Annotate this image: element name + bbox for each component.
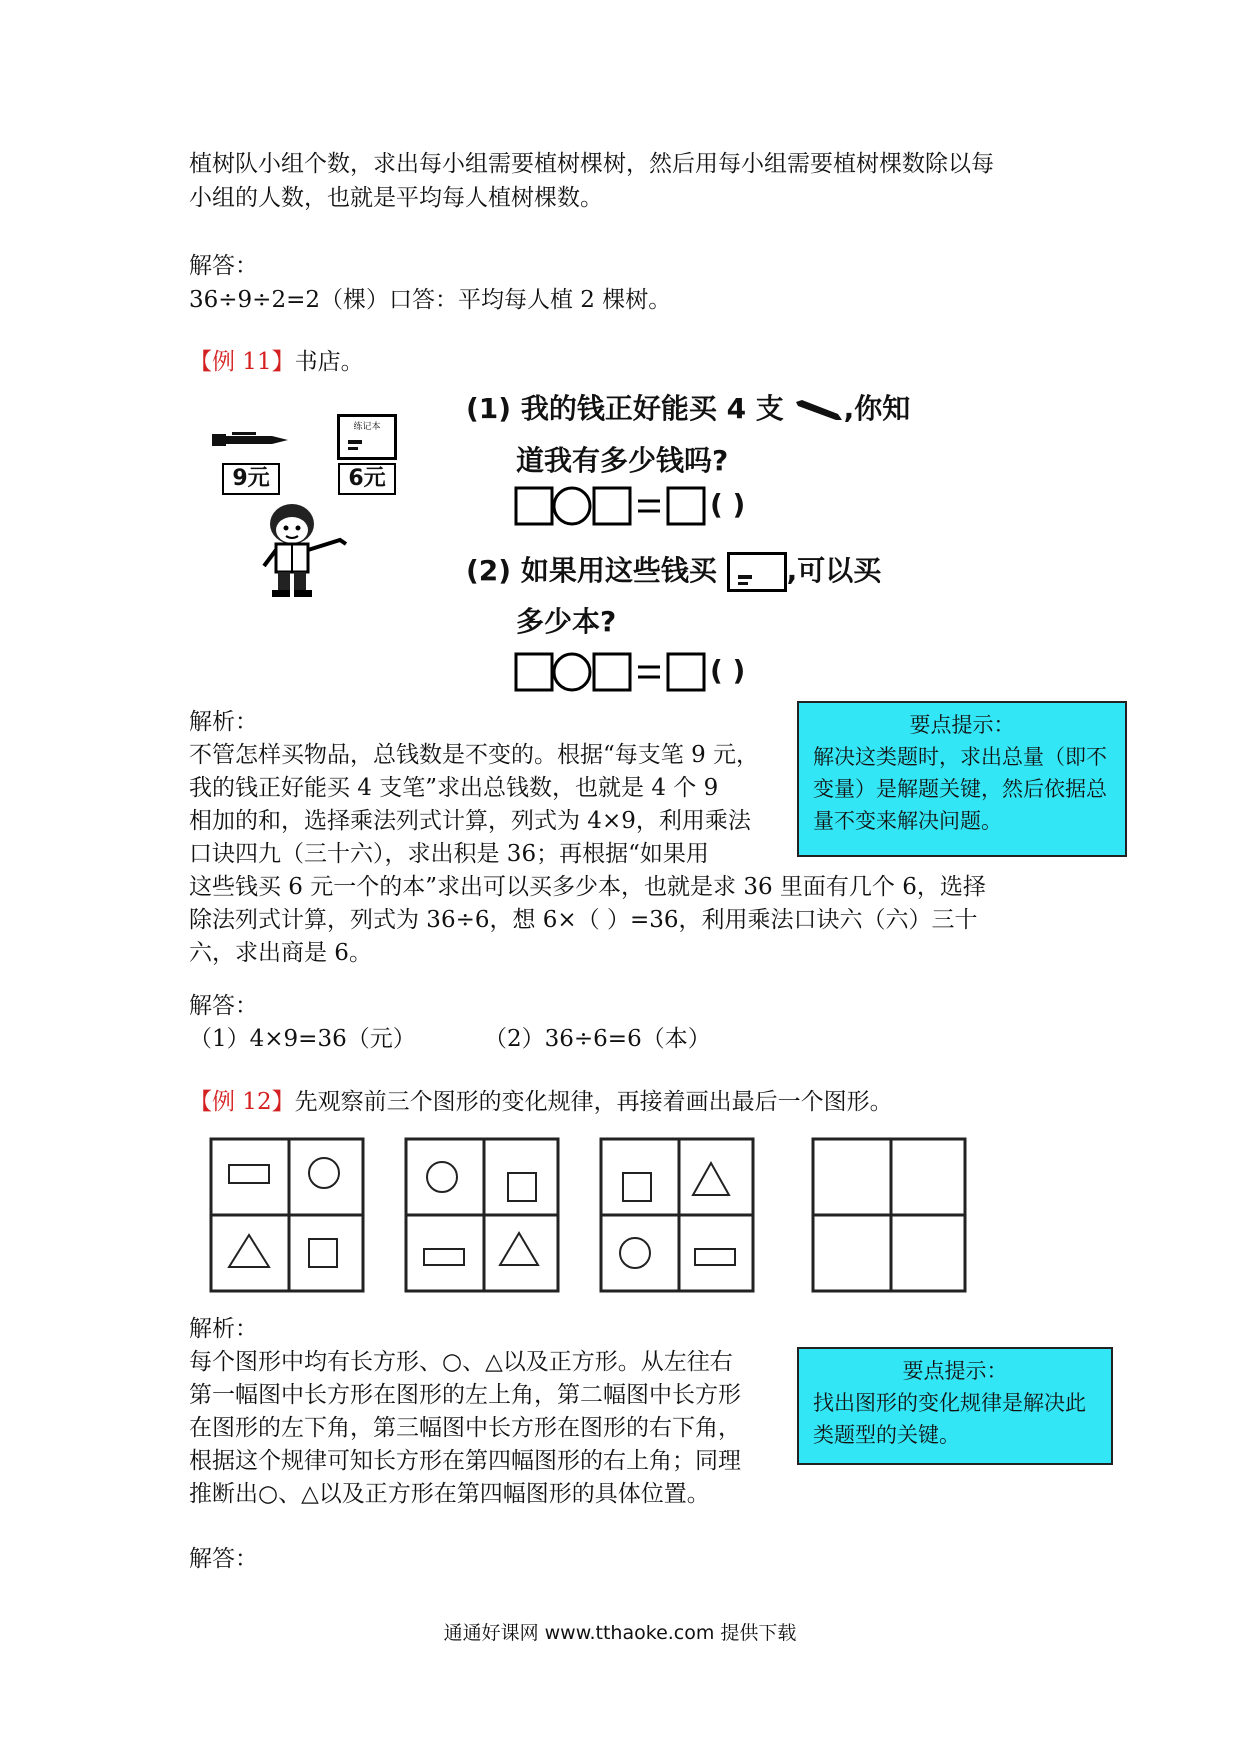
tip-line: 类题型的关键。	[813, 1423, 960, 1447]
question-2-suffix: ,可以买	[786, 554, 882, 587]
example-11-tip-box	[797, 701, 1127, 857]
notebook-illustration	[337, 414, 397, 460]
question-2-line-1	[466, 549, 881, 592]
example-11-answer-label: 解答：	[189, 993, 258, 1019]
intro-line-1: 植树队小组个数，求出每小组需要植树棵树，然后用每小组需要植树棵数除以每	[189, 151, 994, 177]
example-11-analysis-line: 不管怎样买物品，总钱数是不变的。根据“每支笔 9 元，	[189, 742, 760, 768]
example-11-heading	[189, 346, 364, 379]
pen-price: 9元	[222, 463, 280, 495]
example-12-analysis-line: 根据这个规律可知长方形在第四幅图形的右上角；同理	[189, 1448, 741, 1474]
question-1-line-2: 道我有多少钱吗?	[516, 444, 729, 477]
pattern-figure-3	[601, 1139, 753, 1291]
example-11-analysis-line: 相加的和，选择乘法列式计算，列式为 4×9，利用乘法	[189, 808, 751, 834]
question-2-line-2: 多少本?	[516, 605, 617, 638]
example-11-title: 书店。	[294, 349, 364, 375]
notebook-icon	[727, 552, 787, 592]
question-1-suffix: ,你知	[843, 392, 911, 425]
example-11-analysis-line: 六，求出商是 6。	[189, 940, 372, 966]
boy-illustration	[250, 500, 360, 600]
example-11-analysis-line: 口诀四九（三十六），求出积是 36；再根据“如果用	[189, 841, 709, 867]
answer-label: 解答：	[189, 253, 258, 279]
example-11-analysis-label: 解析：	[189, 709, 258, 735]
pattern-figure-4-empty	[813, 1139, 965, 1291]
answer-text: 36÷9÷2=2（棵）口答：平均每人植 2 棵树。	[189, 287, 672, 313]
tip-line: 变量）是解题关键，然后依据总	[813, 777, 1107, 801]
pattern-figure-1	[211, 1139, 363, 1291]
notebook-label: 练记本	[353, 422, 381, 432]
tip-line: 解决这类题时，求出总量（即不	[813, 745, 1107, 769]
example-11-analysis-line: 除法列式计算，列式为 36÷6，想 6×（ ）=36，利用乘法口诀六（六）三十	[189, 907, 978, 933]
tip-title: 要点提示：	[909, 713, 1015, 737]
equation-template-2	[514, 650, 834, 696]
example-11-tag: 【例 11】	[189, 349, 295, 375]
question-1-text: (1) 我的钱正好能买 4 支	[466, 392, 784, 425]
example-12-analysis-line: 在图形的左下角，第三幅图中长方形在图形的右下角，	[189, 1415, 741, 1441]
example-12-answer-label: 解答：	[189, 1546, 258, 1572]
tip-line: 找出图形的变化规律是解决此	[813, 1391, 1086, 1415]
equation-template-1	[514, 484, 834, 530]
tip-line: 量不变来解决问题。	[813, 809, 1002, 833]
example-12-tag: 【例 12】	[189, 1089, 295, 1115]
example-12-analysis-line: 推断出○、△以及正方形在第四幅图形的具体位置。	[189, 1481, 710, 1507]
question-1-line-1	[466, 387, 910, 427]
question-2-text: (2) 如果用这些钱买	[466, 554, 717, 587]
example-12-tip-box	[797, 1347, 1113, 1465]
example-12-heading	[189, 1086, 893, 1119]
example-12-analysis-line: 第一幅图中长方形在图形的左上角，第二幅图中长方形	[189, 1382, 741, 1408]
pen-icon	[794, 398, 844, 422]
intro-line-2: 小组的人数，也就是平均每人植树棵数。	[189, 185, 603, 211]
example-11-answer-1: （1）4×9=36（元）	[189, 1026, 416, 1052]
pattern-figures	[209, 1137, 969, 1297]
notebook-price: 6元	[338, 463, 396, 495]
example-11-analysis-line: 这些钱买 6 元一个的本”求出可以买多少本，也就是求 36 里面有几个 6，选择	[189, 874, 986, 900]
page-footer: 通通好课网 www.tthaoke.com 提供下载	[443, 1622, 797, 1644]
equation-unit-2: ( )	[710, 654, 746, 687]
example-12-analysis-label: 解析：	[189, 1316, 258, 1342]
pattern-figure-2	[406, 1139, 558, 1291]
example-11-analysis-line: 我的钱正好能买 4 支笔”求出总钱数，也就是 4 个 9	[189, 775, 719, 801]
example-12-analysis-line: 每个图形中均有长方形、○、△以及正方形。从左往右	[189, 1349, 733, 1375]
pen-illustration	[212, 428, 292, 452]
equation-unit-1: ( )	[710, 488, 746, 521]
example-11-answer-2: （2）36÷6=6（本）	[484, 1026, 711, 1052]
example-12-title: 先观察前三个图形的变化规律，再接着画出最后一个图形。	[294, 1089, 893, 1115]
tip-title: 要点提示：	[902, 1359, 1008, 1383]
